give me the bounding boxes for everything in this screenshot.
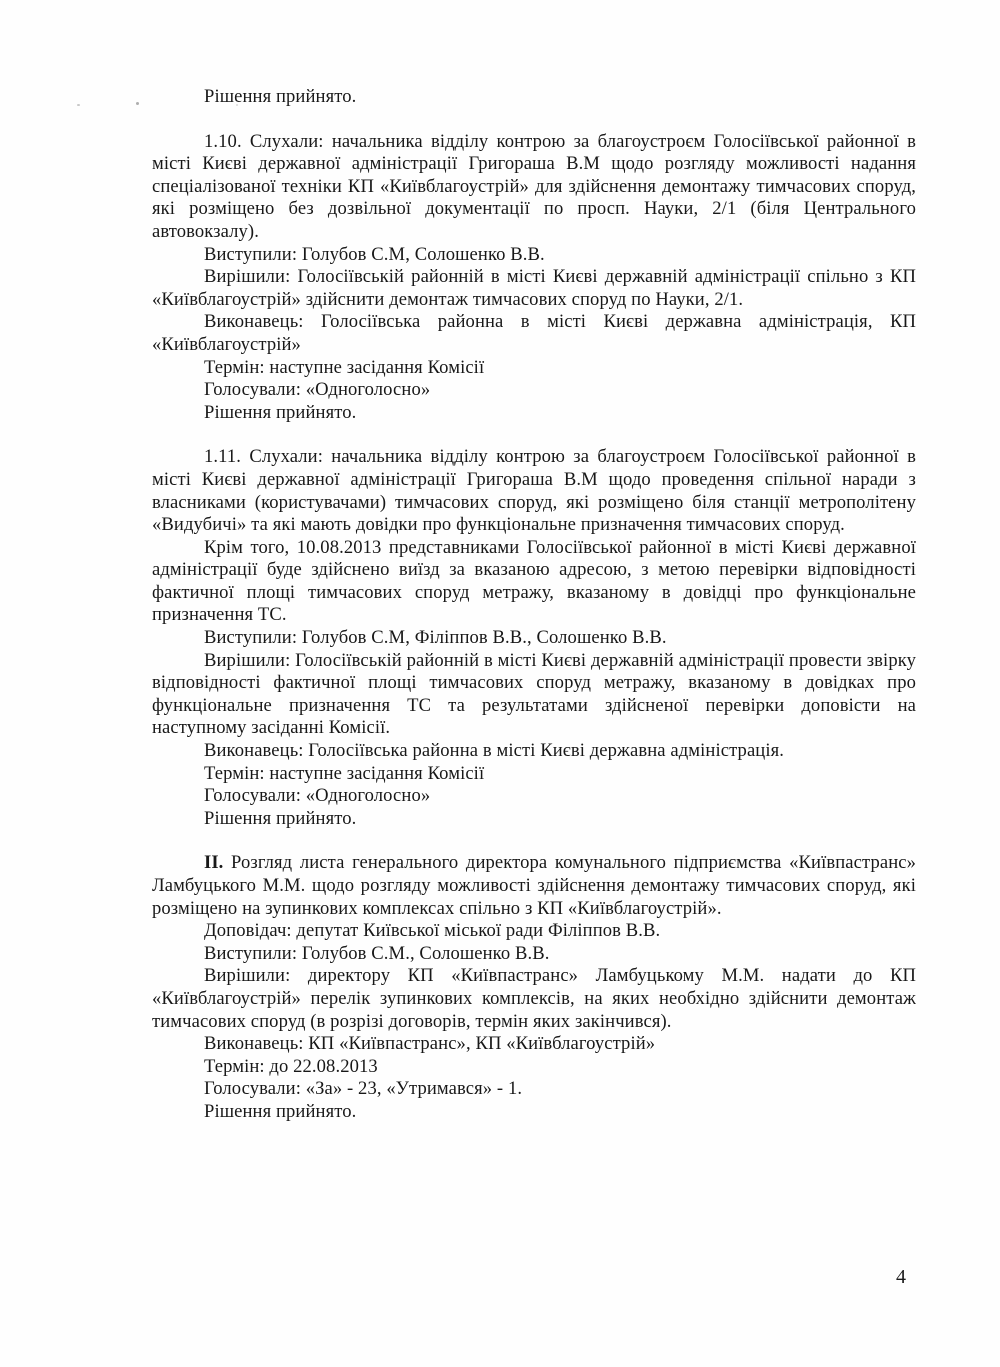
item-1-11-executor-line: Виконавець: Голосіївська районна в місті Києві державна адміністрація.	[204, 740, 785, 762]
section-2-spoke-line: Виступили: Голубов С.М., Солошенко В.В.	[204, 942, 550, 964]
item-1-10-resolved-line: Вирішили: Голосіївській районній в місті Києві державній адміністрації спільно з КП «Київблагоустрій» здійснити демонтаж тимчасових споруд по Науки, 2/1.	[152, 266, 916, 310]
scan-artifact	[77, 104, 80, 106]
item-1-10-heading: 1.10. Слухали: начальника відділу контрою за благоустроєм Голосіївської районної в місті Києві державної адміністрації Григораша В.М щодо розгляду можливості надання спеціалізованої техніки КП «Київблагоустрій» для здійснення демонтажу тимчасових споруд, які розміщено без дозвільної документації по просп. Науки, 2/1 (біля Центрального автовокзалу).	[152, 130, 916, 242]
item-1-11-heading: 1.11. Слухали: начальника відділу контрою за благоустроєм Голосіївської районної в місті Києві державної адміністрації Григораша В.М щодо проведення спільної наради з власниками (користувачами) тимчасових споруд, які розміщено біля станції метрополітену «Видубичі» та які мають довідки про функціональне призначення тимчасових споруд.	[152, 446, 916, 536]
document-body	[152, 86, 916, 1124]
section-2-speaker-line: Доповідач: депутат Київської міської ради Філіппов В.В.	[204, 920, 661, 942]
section-2-heading-text: Розгляд листа генерального директора комунального підприємства «Київпастранс» Ламбуцького М.М. щодо розгляду можливості здійснення демонтажу тимчасових споруд, які розміщено на зупинкових комплексах спільно з КП «Київблагоустрій».	[152, 852, 917, 919]
page-number: 4	[896, 1266, 906, 1288]
item-1-11-decision-line: Рішення прийнято.	[204, 807, 357, 829]
section-2-decision-line: Рішення прийнято.	[204, 1100, 357, 1122]
scan-artifact	[136, 102, 139, 105]
decision-line: Рішення прийнято.	[204, 86, 357, 107]
item-1-10-voted-line: Голосували: «Одноголосно»	[204, 379, 431, 401]
section-2-term-line: Термін: до 22.08.2013	[204, 1055, 378, 1077]
item-1-10-decision-line: Рішення прийнято.	[204, 401, 357, 423]
section-2-executor-line: Виконавець: КП «Київпастранс», КП «Київблагоустрій»	[204, 1033, 656, 1055]
item-1-11-addendum: Крім того, 10.08.2013 представниками Голосіївської районної в місті Києві державної адміністрації буде здійснено виїзд за вказаною адресою, з метою перевірки відповідності фактичної площі тимчасових споруд метражу, вказаному в довідці про функціональне призначення ТС.	[152, 536, 916, 626]
item-1-10-spoke-line: Виступили: Голубов С.М, Солошенко В.В.	[204, 243, 545, 265]
item-1-11-voted-line: Голосували: «Одноголосно»	[204, 785, 431, 807]
section-2-heading	[152, 852, 916, 920]
section-2-voted-line: Голосували: «За» - 23, «Утримався» - 1.	[204, 1078, 523, 1100]
item-1-11-resolved-line: Вирішили: Голосіївській районній в місті Києві державній адміністрації провести звірку відповідності фактичної площі тимчасових споруд метражу, вказаному в довідках про функціональне призначення ТС та результатами здійсненої перевірки доповісти на наступному засіданні Комісії.	[152, 649, 916, 739]
section-2-resolved-line: Вирішили: директору КП «Київпастранс» Ламбуцькому М.М. надати до КП «Київблагоустрій» перелік зупинкових комплексів, на яких необхідно здійснити демонтаж тимчасових споруд (в розрізі договорів, термін яких закінчився).	[152, 965, 916, 1032]
item-1-10-executor-line: Виконавець: Голосіївська районна в місті Києві державна адміністрація, КП «Київблагоустрій»	[152, 311, 916, 355]
item-1-11-spoke-line: Виступили: Голубов С.М, Філіппов В.В., Солошенко В.В.	[204, 627, 667, 649]
item-1-11-term-line: Термін: наступне засідання Комісії	[204, 762, 485, 784]
section-2-marker: ІІ.	[204, 852, 224, 874]
item-1-10-term-line: Термін: наступне засідання Комісії	[204, 356, 485, 378]
